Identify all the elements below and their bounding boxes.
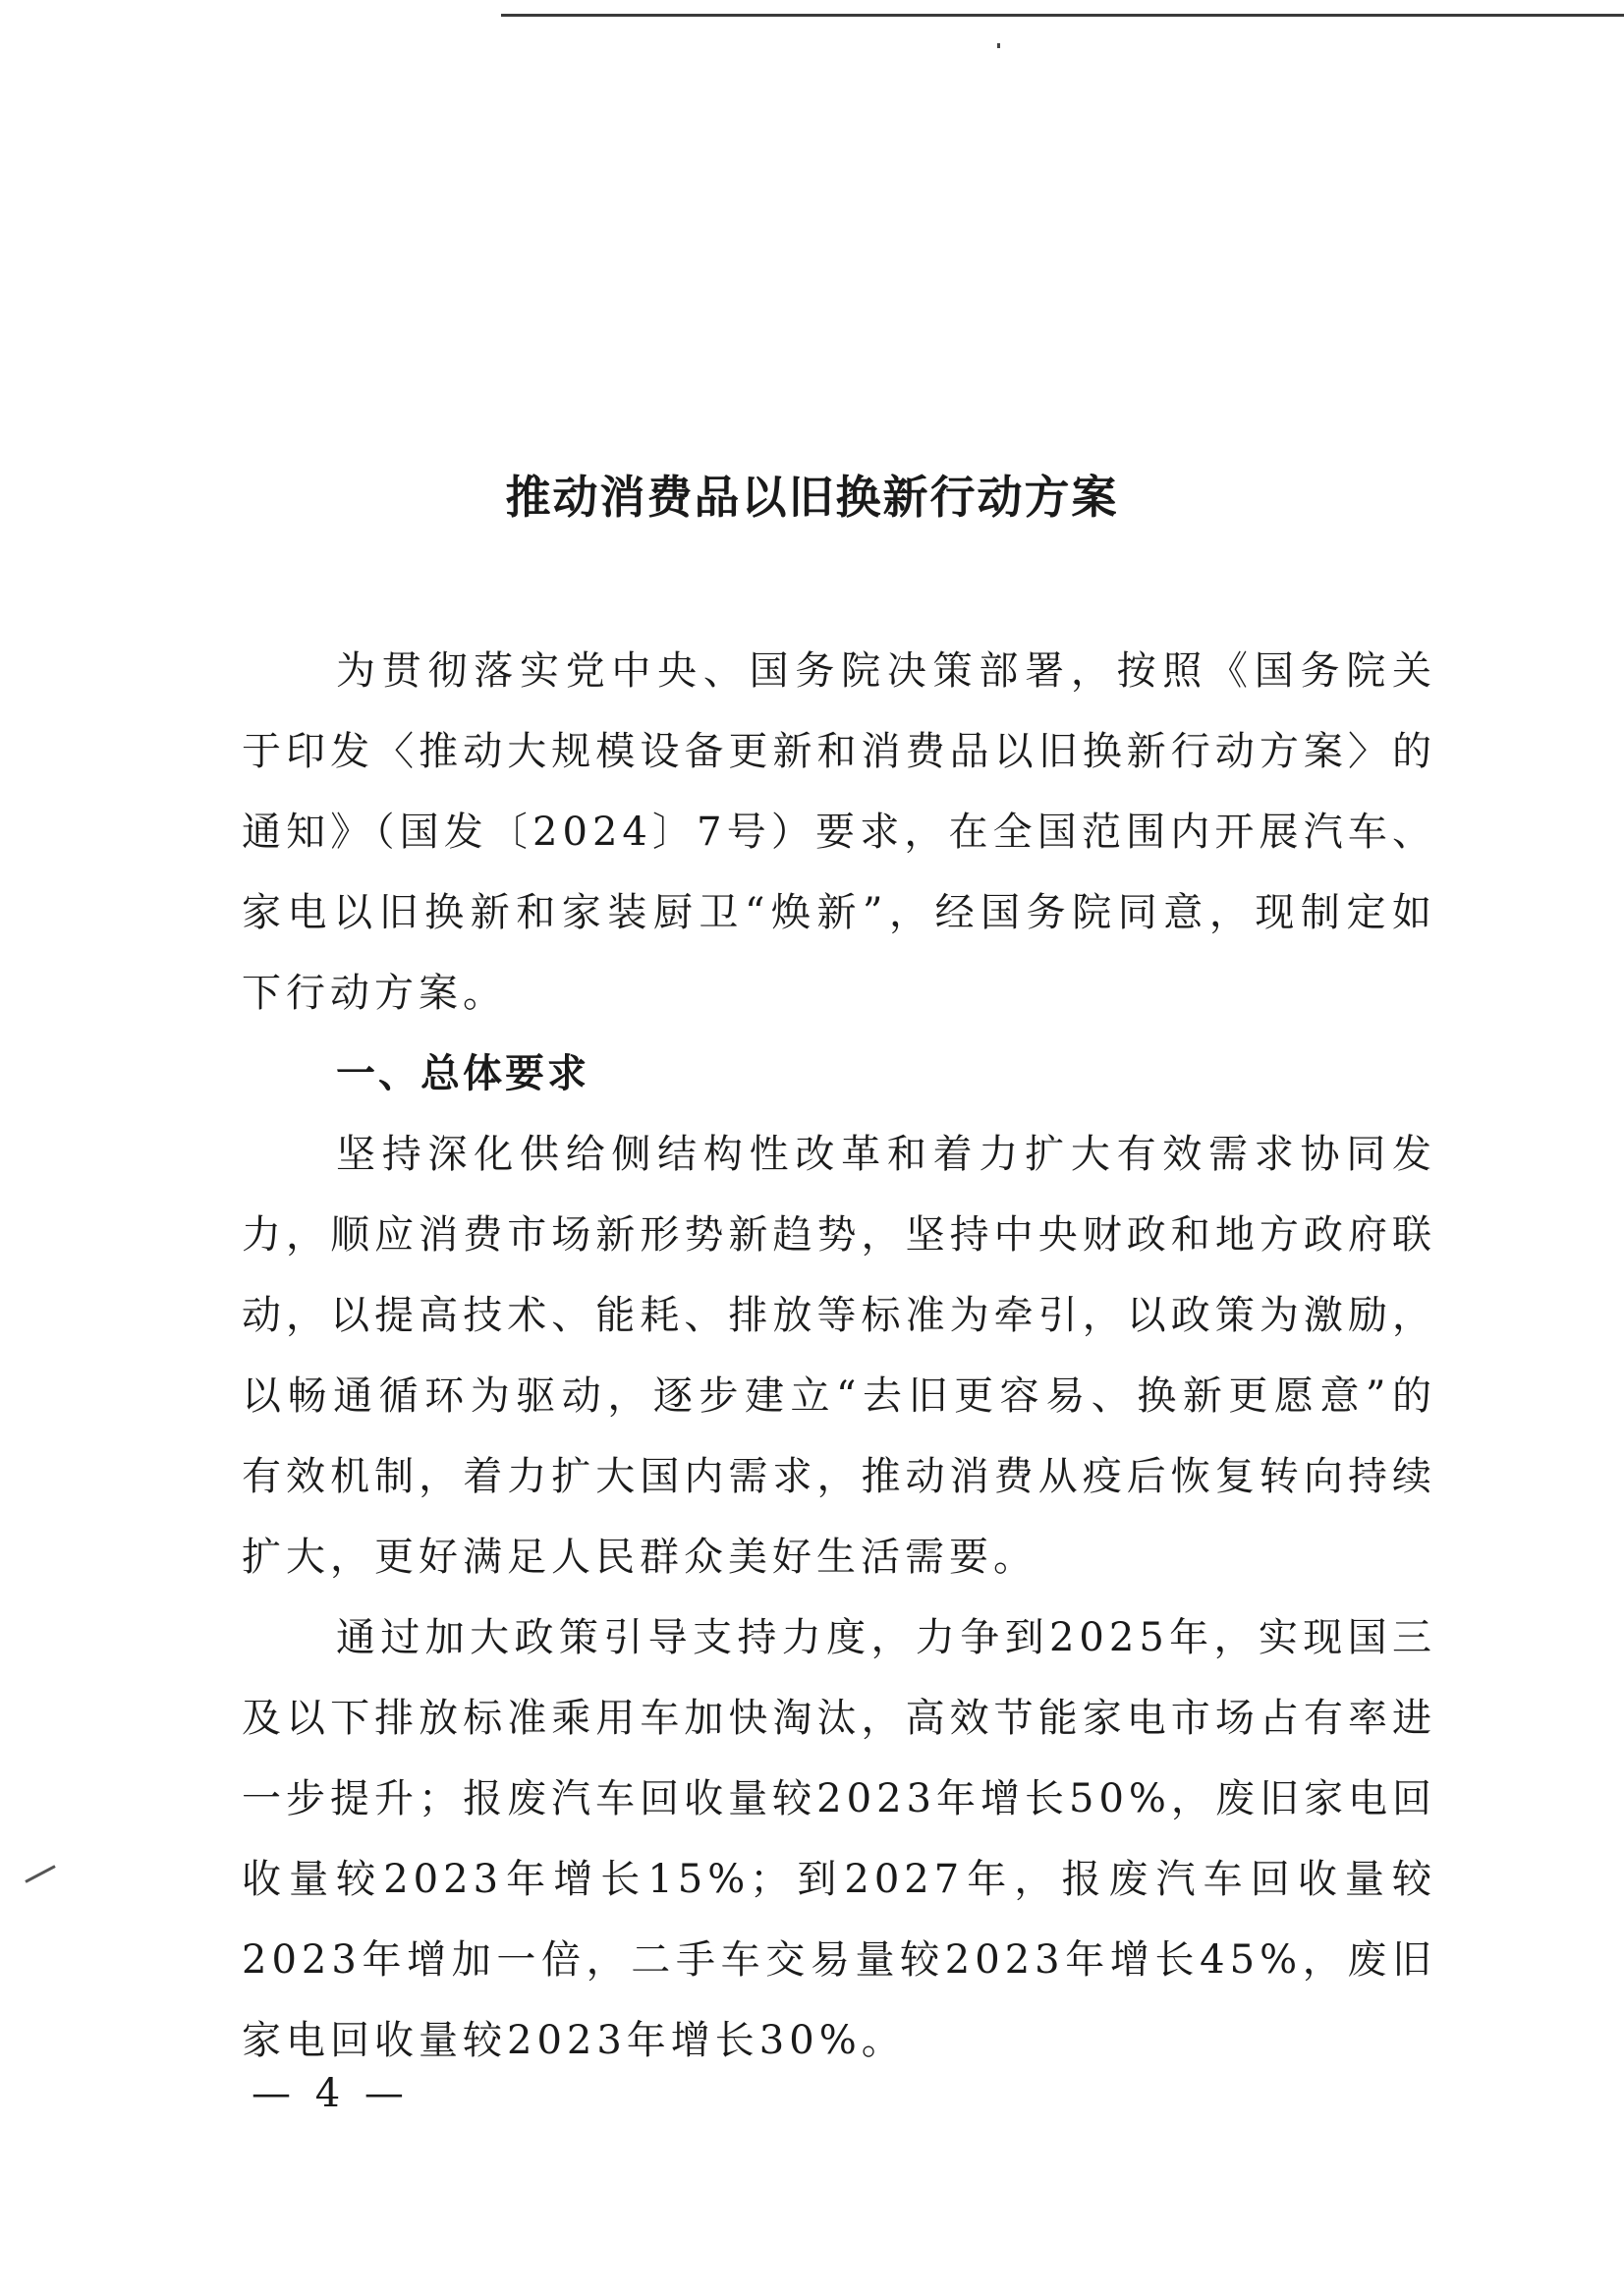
scan-speck [997, 43, 1000, 48]
margin-mark [25, 1865, 55, 1883]
document-body [242, 631, 1436, 2081]
intro-paragraph: 为贯彻落实党中央、国务院决策部署，按照《国务院关于印发〈推动大规模设备更新和消费品以旧换新行动方案〉的通知》（国发〔2024〕7号）要求，在全国范围内开展汽车、家电以旧换新和家装厨卫“焕新”，经国务院同意，现制定如下行动方案。 [242, 648, 1436, 1016]
top-border-rule [501, 14, 1624, 17]
section-paragraph: 通过加大政策引导支持力度，力争到2025年，实现国三及以下排放标准乘用车加快淘汰，高效节能家电市场占有率进一步提升；报废汽车回收量较2023年增长50%，废旧家电回收量较2023年增长15%；到2027年，报废汽车回收量较2023年增加一倍，二手车交易量较2023年增长45%，废旧家电回收量较2023年增长30%。 [242, 1615, 1436, 2063]
page-number: — 4 — [252, 2071, 410, 2116]
document-title: 推动消费品以旧换新行动方案 [505, 471, 1119, 524]
section-paragraph: 坚持深化供给侧结构性改革和着力扩大有效需求协同发力，顺应消费市场新形势新趋势，坚持中央财政和地方政府联动，以提高技术、能耗、排放等标准为牵引，以政策为激励，以畅通循环为驱动，逐步建立“去旧更容易、换新更愿意”的有效机制，着力扩大国内需求，推动消费从疫后恢复转向持续扩大，更好满足人民群众美好生活需要。 [242, 1132, 1436, 1580]
section-heading: 一、总体要求 [336, 1051, 589, 1096]
